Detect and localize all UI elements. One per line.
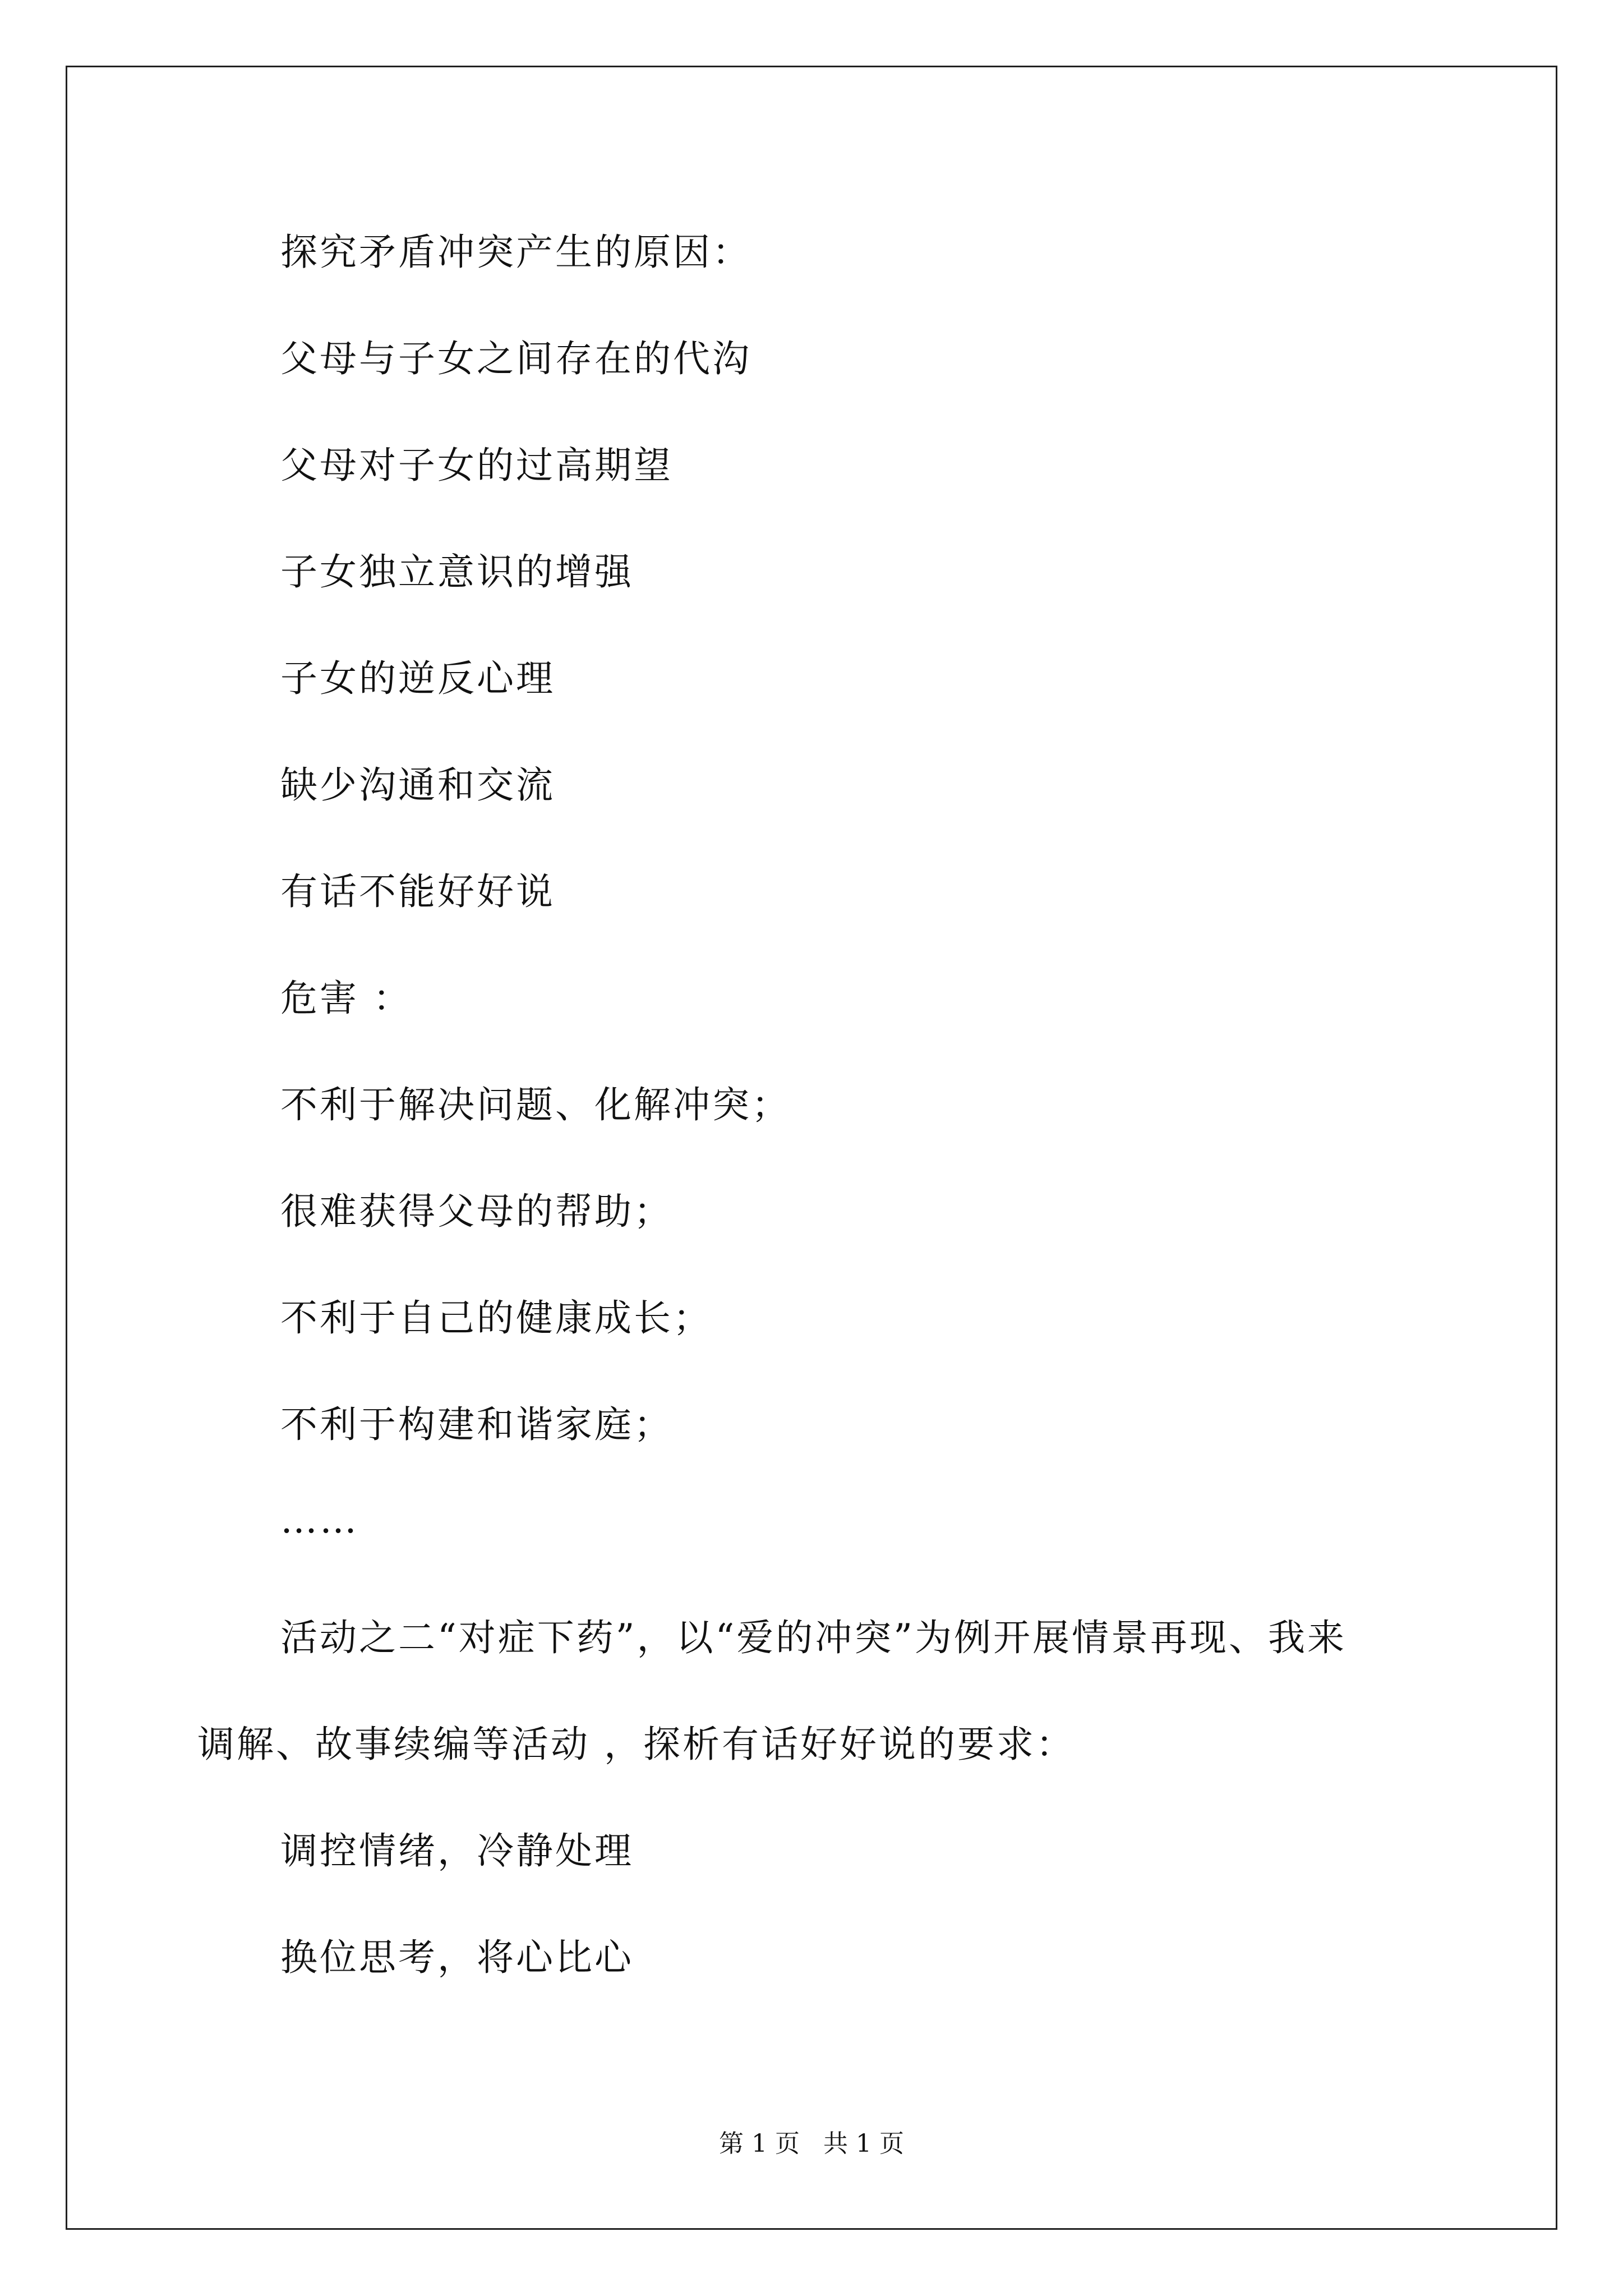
page-border: [66, 66, 1557, 2230]
text-line-harm-4: 不利于构建和谐家庭；: [280, 1403, 673, 1446]
page-footer: 第 1 页 共 1 页: [719, 2129, 904, 2158]
text-line-activity-two: 活动之二“对症下药”，以“爱的冲突”为例开展情景再现、我来: [280, 1616, 1347, 1659]
text-line-lack-communication: 缺少沟通和交流: [280, 763, 555, 807]
text-line-rebellion: 子女的逆反心理: [280, 657, 555, 700]
text-line-requirement-2: 换位思考，将心比心: [280, 1936, 634, 1979]
text-line-activity-two-cont: 调解、故事续编等活动 ，探析有话好好说的要求：: [197, 1723, 1075, 1766]
text-line-generation-gap: 父母与子女之间存在的代沟: [280, 337, 751, 380]
text-line-requirement-1: 调控情绪，冷静处理: [280, 1829, 634, 1872]
text-line-high-expectations: 父母对子女的过高期望: [280, 444, 673, 487]
text-line-ellipsis: ……: [280, 1498, 359, 1542]
text-line-harm-2: 很难获得父母的帮助；: [280, 1190, 673, 1233]
text-line-harm-heading: 危害 ：: [280, 977, 412, 1020]
text-line-harm-1: 不利于解决问题、化解冲突；: [280, 1083, 791, 1126]
text-line-harm-3: 不利于自己的健康成长；: [280, 1296, 712, 1340]
text-line-bad-speech: 有话不能好好说: [280, 870, 555, 913]
text-line-independence: 子女独立意识的增强: [280, 550, 634, 593]
text-line-causes-heading: 探究矛盾冲突产生的原因：: [280, 231, 751, 274]
